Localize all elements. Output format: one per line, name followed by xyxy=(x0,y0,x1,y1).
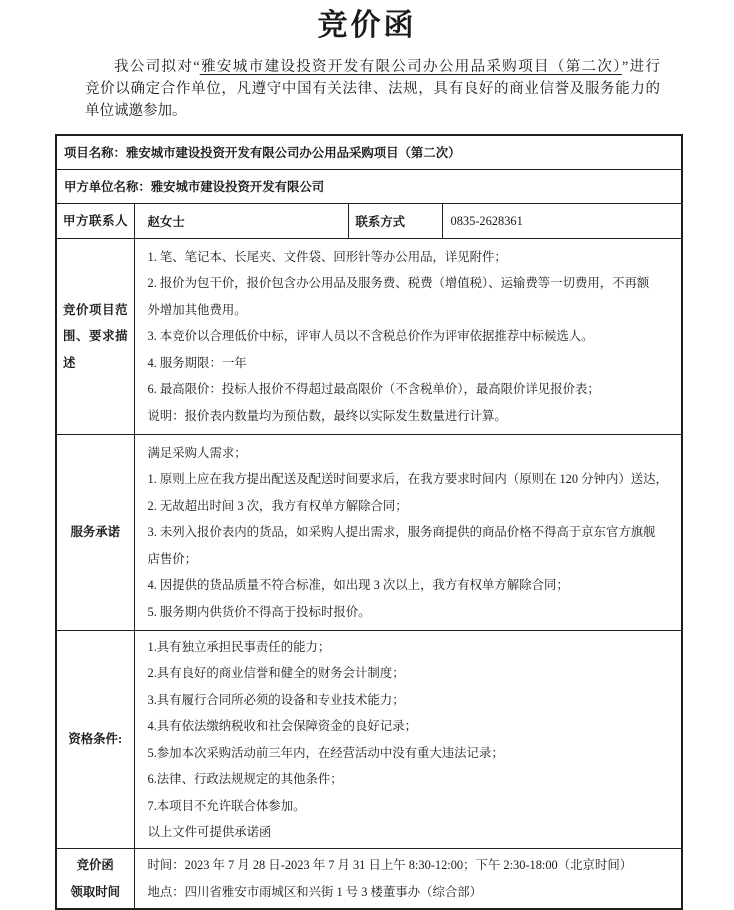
table-row xyxy=(56,135,682,170)
scope-line: 1. 笔、笔记本、长尾夹、文件袋、回形针等办公用品，详见附件； xyxy=(147,249,507,264)
qualification-line: 1.具有独立承担民事责任的能力； xyxy=(147,639,331,654)
table-row xyxy=(56,170,682,204)
table-row xyxy=(56,204,682,239)
service-line: 2. 无故超出时间 3 次，我方有权单方解除合同； xyxy=(147,498,408,513)
scope-line: 4. 服务期限：一年 xyxy=(147,355,247,370)
project-name-row: 项目名称：雅安城市建设投资开发有限公司办公用品采购项目（第二次） xyxy=(56,135,682,170)
intro-paragraph xyxy=(85,56,660,122)
table-row xyxy=(56,849,682,910)
document-title: 竞价函 xyxy=(317,9,417,42)
scope-line: 2. 报价为包干价，报价包含办公用品及服务费、税费（增值税）、运输费等一切费用，不再额 xyxy=(147,276,650,291)
service-line: 满足采购人需求； xyxy=(147,445,247,460)
intro-line-1-suffix: ”进行 xyxy=(621,59,661,75)
collection-content xyxy=(134,849,682,910)
contact-method-label: 联系方式 xyxy=(348,204,442,239)
contact-phone: 0835-2628361 xyxy=(442,204,682,239)
qualification-content xyxy=(134,631,682,849)
collection-time-line: 时间：2023 年 7 月 28 日-2023 年 7 月 31 日上午 8:30-12:00；下午 2:30-18:00（北京时间） xyxy=(147,858,633,872)
qualification-line: 6.法律、行政法规规定的其他条件； xyxy=(147,772,343,786)
qualification-line: 7.本项目不允许联合体参加。 xyxy=(147,798,306,813)
scope-content xyxy=(134,239,682,435)
table-row xyxy=(56,631,682,849)
intro-line-2: 竞价以确定合作单位，凡遵守中国有关法律、法规，具有良好的商业信誉及服务能力的 xyxy=(85,81,660,97)
qualification-line: 2.具有良好的商业信誉和健全的财务会计制度； xyxy=(147,666,405,680)
contact-label: 甲方联系人 xyxy=(56,204,134,239)
collection-place-line: 地点：四川省雅安市雨城区和兴街 1 号 3 楼董事办（综合部） xyxy=(147,884,483,899)
service-content xyxy=(134,435,682,631)
qualification-label: 资格条件: xyxy=(56,631,134,849)
collection-label-line-1: 竞价函 xyxy=(76,858,114,872)
intro-line-1 xyxy=(85,56,660,78)
intro-line-3: 单位诚邀参加。 xyxy=(85,103,187,119)
qualification-line: 以上文件可提供承诺函 xyxy=(147,825,272,839)
scope-label: 竞价项目范围、要求描述 xyxy=(56,239,134,435)
qualification-line: 4.具有依法缴纳税收和社会保障资金的良好记录； xyxy=(147,719,417,733)
intro-line-1-prefix: 我公司拟对“ xyxy=(114,59,200,75)
service-line: 4. 因提供的货品质量不符合标准，如出现 3 次以上，我方有权单方解除合同； xyxy=(147,578,569,593)
party-a-row: 甲方单位名称：雅安城市建设投资开发有限公司 xyxy=(56,170,682,204)
collection-label-line-2: 领取时间 xyxy=(70,884,121,899)
service-line: 店售价； xyxy=(147,551,198,566)
scope-line: 3. 本竞价以合理低价中标，评审人员以不含税总价作为评审依据推荐中标候选人。 xyxy=(147,329,594,344)
bid-table xyxy=(55,134,683,910)
qualification-line: 5.参加本次采购活动前三年内，在经营活动中没有重大违法记录； xyxy=(147,745,504,760)
service-line: 1. 原则上应在我方提出配送及配送时间要求后，在我方要求时间内（原则在 120 分钟内）送达， xyxy=(147,472,668,487)
service-label: 服务承诺 xyxy=(56,435,134,631)
scope-line: 说明：报价表内数量均为预估数，最终以实际发生数量进行计算。 xyxy=(147,408,507,423)
project-name-underlined: 雅安城市建设投资开发有限公司办公用品采购项目（第二次） xyxy=(199,59,622,75)
collection-label xyxy=(56,849,134,910)
table-row xyxy=(56,239,682,435)
table-row xyxy=(56,435,682,631)
qualification-line: 3.具有履行合同所必须的设备和专业技术能力； xyxy=(147,692,405,707)
service-line: 5. 服务期内供货价不得高于投标时报价。 xyxy=(147,604,371,619)
contact-name: 赵女士 xyxy=(134,204,348,239)
scope-line: 外增加其他费用。 xyxy=(147,302,247,317)
scope-line: 6. 最高限价：投标人报价不得超过最高限价（不含税单价），最高限价详见报价表； xyxy=(147,382,600,397)
service-line: 3. 未列入报价表内的货品，如采购人提出需求，服务商提供的商品价格不得高于京东官方旗舰 xyxy=(147,525,656,540)
